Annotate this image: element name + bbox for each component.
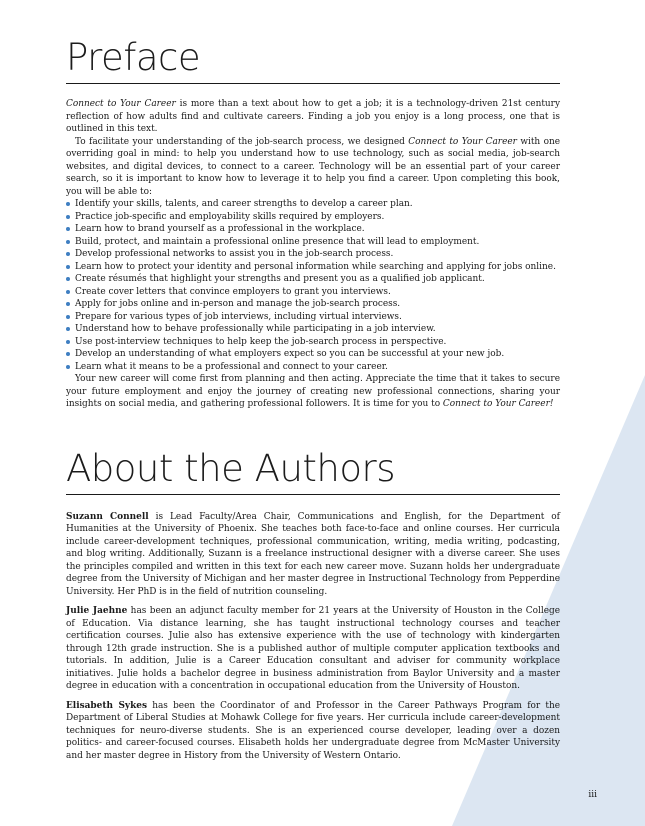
list-item: Learn how to protect your identity and personal information while searching and applying for jobs online. — [66, 261, 560, 274]
list-item: Prepare for various types of job interviews, including virtual interviews. — [66, 311, 560, 324]
author-bio — [66, 605, 560, 693]
book-title-italic: Connect to Your Career — [66, 99, 176, 109]
preface-paragraph-1 — [66, 98, 560, 136]
preface-heading: Preface — [66, 36, 201, 79]
list-item: Learn how to brand yourself as a professional in the workplace. — [66, 223, 560, 236]
text-run: is more than a text about how to get a job; it is a technology-driven 21st century reflection of how adults find and cultivate careers. Finding a job you enjoy is a long process, one that is outlined in this text. — [66, 99, 560, 134]
text-run: with one overriding goal in mind: to help you understand how to use technology, such as social media, job-search websites, and digital devices, to connect to a career. Technology will be an essential part of your career search, so it is important to know how to leverage it to help you find a career. Upon completing this book, you will be able to: — [66, 136, 561, 197]
list-item: Create cover letters that convince employers to grant you interviews. — [66, 286, 560, 299]
list-item: Practice job-specific and employability skills required by employers. — [66, 211, 560, 224]
book-title-italic: Connect to Your Career — [408, 136, 517, 147]
list-item: Use post-interview techniques to help keep the job-search process in perspective. — [66, 336, 560, 349]
book-title-italic: Connect to Your Career! — [442, 399, 554, 409]
preface-paragraph-2 — [66, 136, 560, 199]
authors-list — [66, 511, 560, 763]
author-bio — [66, 700, 560, 763]
list-item: Identify your skills, talents, and career strengths to develop a career plan. — [66, 198, 560, 211]
about-authors-heading: About the Authors — [66, 446, 395, 490]
about-rule — [66, 494, 560, 495]
preface-outcomes-list — [66, 198, 560, 373]
list-item: Develop professional networks to assist you in the job-search process. — [66, 248, 560, 261]
author-name: Julie Jaehne — [66, 606, 128, 616]
text-run: Your new career will come first from planning and then acting. Appreciate the time that it takes to secure your future employment and enjoy the journey of creating new professional connections, sharing your insights on social media, and gathering professional followers. It is time for you to — [66, 374, 560, 409]
preface-rule — [66, 83, 560, 84]
list-item: Learn what it means to be a professional and connect to your career. — [66, 361, 560, 374]
list-item: Create résumés that highlight your strengths and present you as a qualified job applicant. — [66, 273, 560, 286]
author-name: Elisabeth Sykes — [66, 700, 148, 711]
list-item: Understand how to behave professionally while participating in a job interview. — [66, 323, 560, 336]
list-item: Develop an understanding of what employers expect so you can be successful at your new job. — [66, 348, 560, 361]
author-bio-text: has been the Coordinator of and Professor in the Career Pathways Program for the Department of Liberal Studies at Mohawk College for five years. Her curricula include career-development techniques for neuro-diverse students. She is an experienced course developer, leading over a dozen politics- and career-focused courses. Elisabeth holds her undergraduate degree from McMaster University and her master degree in History from the University of Western Ontario. — [66, 700, 560, 761]
author-bio-text: is Lead Faculty/Area Chair, Communications and English, for the Department of Humanities at the University of Phoenix. She teaches both face-to-face and online courses. Her curricula include career-development techniques, professional communication, writing, media writing, podcasting, and blog writing. Additionally, Suzann is a freelance instructional designer with a diverse career. She uses the principles compiled and written in this text for each new career move. Suzann holds her undergraduate degree from the University of Michigan and her master degree in Instructional Technology from Pepperdine University. Her PhD is in the field of nutrition counseling. — [66, 511, 560, 597]
page-number: iii — [588, 790, 597, 800]
author-name: Suzann Connell — [66, 511, 149, 522]
text-run: To facilitate your understanding of the job-search process, we designed — [75, 136, 409, 147]
list-item: Build, protect, and maintain a professional online presence that will lead to employment. — [66, 236, 560, 249]
author-bio — [66, 511, 560, 599]
preface-paragraph-3 — [66, 373, 560, 411]
page-content — [66, 0, 560, 769]
list-item: Apply for jobs online and in-person and manage the job-search process. — [66, 298, 560, 311]
author-bio-text: has been an adjunct faculty member for 21 years at the University of Houston in the College of Education. Via distance learning, she has taught instructional technology courses and teacher certification courses. Julie also has extensive experience with the use of technology with kindergarten through 12th grade instruction. She is a published author of multiple computer application textbooks and tutorials. In addition, Julie is a Career Education consultant and adviser for community workplace initiatives. Julie holds a bachelor degree in business administration from Baylor University and a master degree in education with a concentration in occupational education from the University of Houston. — [66, 606, 560, 691]
